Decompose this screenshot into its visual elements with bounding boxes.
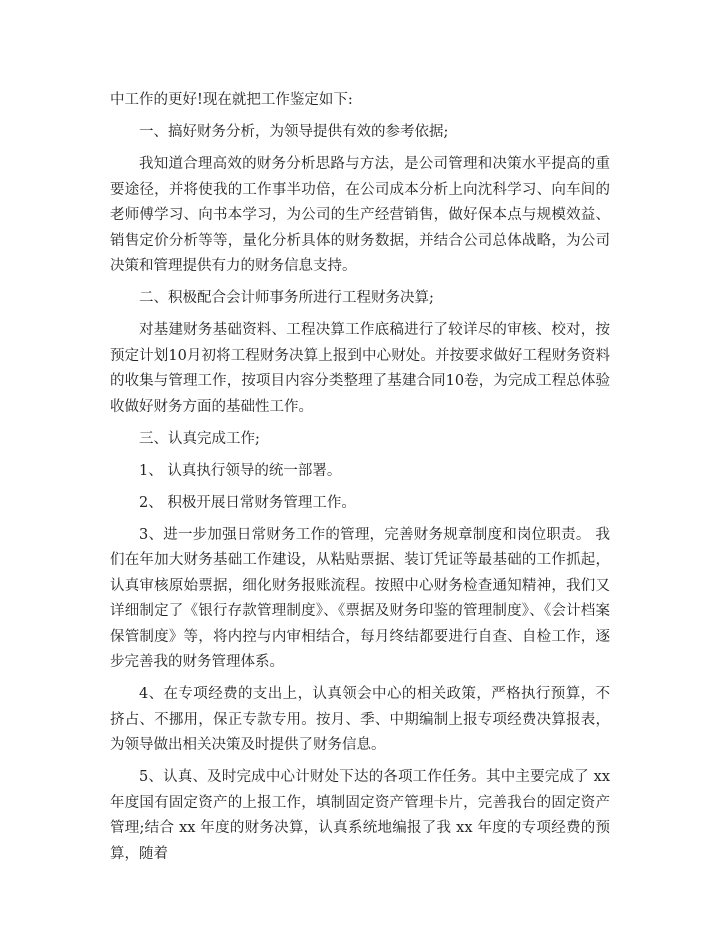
paragraph-section-1: 我知道合理高效的财务分析思路与方法，是公司管理和决策水平提高的重要途径，并将使我的工作事半功倍，在公司成本分析上向沈科学习、向车间的老师傅学习、向书本学习，为公司的生产经营销售，做好保本点与规模效益、销售定价分析等等，量化分析具体的财务数据，并结合公司总体战略，为公司决策和管理提供有力的财务信息支持。: [110, 156, 610, 274]
paragraph-section-2: 对基建财务基础资料、工程决算工作底稿进行了较详尽的审核、校对，按预定计划10月初将工程财务决算上报到中心财处。并按要求做好工程财务资料的收集与管理工作，按项目内容分类整理了基建合同10卷，为完成工程总体验收做好财务方面的基础性工作。: [110, 322, 610, 415]
paragraph-intro: 中工作的更好!现在就把工作鉴定如下:: [110, 92, 353, 108]
list-item-5: 5、认真、及时完成中心计财处下达的各项工作任务。其中主要完成了 xx 年度国有固定资产的上报工作，填制固定资产管理卡片，完善我台的固定资产管理;结合 xx 年度的财务决算，认真系统地编报了我 xx 年度的专项经费的预算，随着: [110, 769, 610, 862]
document-body: [110, 88, 610, 874]
list-item-3: 3、进一步加强日常财务工作的管理，完善财务规章制度和岗位职责。 我们在年加大财务基础工作建设，从粘贴票据、装订凭证等最基础的工作抓起，认真审核原始票据，细化财务报账流程。按照中心财务检查通知精神，我们又详细制定了《银行存款管理制度》、《票据及财务印鉴的管理制度》、《会计档案保管制度》等，将内控与内审相结合，每月终结都要进行自查、自检工作，逐步完善我的财务管理体系。: [110, 526, 610, 670]
list-item-2: 2、 积极开展日常财务管理工作。: [139, 494, 356, 511]
heading-section-1: 一、搞好财务分析，为领导提供有效的参考依据;: [139, 124, 449, 140]
heading-section-3: 三、认真完成工作;: [139, 430, 260, 447]
heading-section-2: 二、积极配合会计师事务所进行工程财务决算;: [139, 290, 434, 306]
list-item-4: 4、在专项经费的支出上，认真领会中心的相关政策，严格执行预算，不挤占、不挪用，保正专款专用。按月、季、中期编制上报专项经费决算报表，为领导做出相关决策及时提供了财务信息。: [110, 686, 610, 753]
list-item-1: 1、 认真执行领导的统一部署。: [139, 462, 342, 479]
